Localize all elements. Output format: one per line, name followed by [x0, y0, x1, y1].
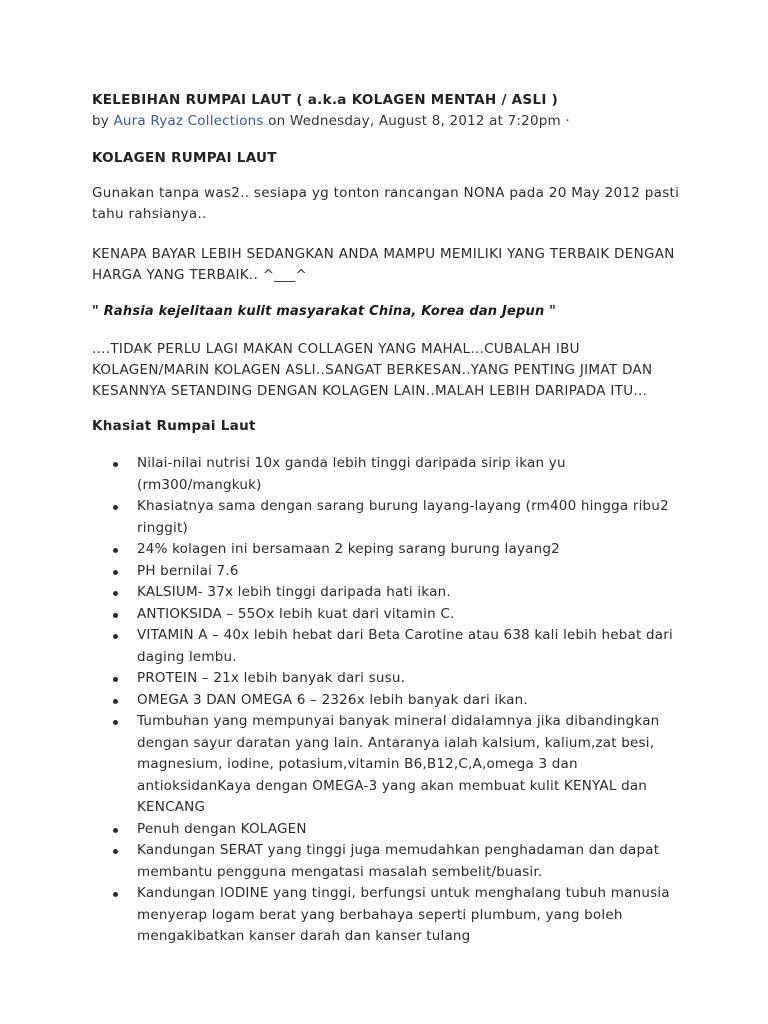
list-item	[92, 625, 692, 668]
byline-prefix: by	[92, 113, 109, 129]
list-item	[92, 561, 692, 583]
byline	[92, 113, 692, 129]
list-item	[92, 604, 692, 626]
section-heading: Khasiat Rumpai Laut	[92, 418, 256, 434]
byline-date: on Wednesday, August 8, 2012 at 7:20pm ·	[268, 113, 570, 129]
bullet-icon	[113, 699, 118, 704]
list-item-text: Tumbuhan yang mempunyai banyak mineral didalamnya jika dibandingkan dengan sayur daratan yang lain. Antaranya ialah kalsium, kalium,zat besi, magnesium, iodine, potasium,vitamin B6,B12,C,A,omega 3 dan antioksidanKaya dengan OMEGA-3 yang akan membuat kulit KENYAL dan KENCANG	[137, 713, 660, 815]
quote: " Rahsia kejelitaan kulit masyarakat China, Korea dan Jepun "	[92, 304, 557, 319]
list-item	[92, 496, 692, 539]
bullet-icon	[113, 634, 118, 639]
list-item-text: Nilai-nilai nutrisi 10x ganda lebih tinggi daripada sirip ikan yu (rm300/mangkuk)	[137, 455, 566, 493]
bullet-icon	[113, 849, 118, 854]
paragraph-tagline: KENAPA BAYAR LEBIH SEDANGKAN ANDA MAMPU MEMILIKI YANG TERBAIK DENGAN HARGA YANG TERBAIK.. ^___^	[92, 246, 675, 283]
bullet-icon	[113, 720, 118, 725]
list-item-text: Kandungan IODINE yang tinggi, berfungsi untuk menghalang tubuh manusia menyerap logam berat yang berbahaya seperti plumbum, yang boleh mengakibatkan kanser darah dan kanser tulang	[137, 885, 670, 944]
bullet-icon	[113, 677, 118, 682]
list-item	[92, 819, 692, 841]
list-item-text: VITAMIN A – 40x lebih hebat dari Beta Carotine atau 638 kali lebih hebat dari daging lembu.	[137, 627, 673, 665]
list-item-text: Kandungan SERAT yang tinggi juga memudahkan penghadaman dan dapat membantu pengguna mengatasi masalah sembelit/buasir.	[137, 842, 660, 880]
list-item	[92, 840, 692, 883]
bullet-icon	[113, 613, 118, 618]
bullet-icon	[113, 591, 118, 596]
list-item-text: Penuh dengan KOLAGEN	[137, 820, 307, 837]
paragraph-intro: Gunakan tanpa was2.. sesiapa yg tonton rancangan NONA pada 20 May 2012 pasti tahu rahsianya..	[92, 185, 680, 222]
list-item-text: OMEGA 3 DAN OMEGA 6 – 2326x lebih banyak dari ikan.	[137, 691, 528, 708]
list-item	[92, 711, 692, 819]
list-item-text: Khasiatnya sama dengan sarang burung layang-layang (rm400 hingga ribu2 ringgit)	[137, 498, 669, 536]
list-item	[92, 690, 692, 712]
list-item-text: 24% kolagen ini bersamaan 2 keping sarang burung layang2	[137, 541, 560, 557]
list-item-text: KALSIUM- 37x lebih tinggi daripada hati ikan.	[137, 584, 451, 600]
document-title: KELEBIHAN RUMPAI LAUT ( a.k.a KOLAGEN MENTAH / ASLI )	[92, 92, 559, 108]
list-item	[92, 453, 692, 496]
list-item	[92, 539, 692, 561]
bullet-icon	[113, 570, 118, 575]
bullet-icon	[113, 505, 118, 510]
list-item	[92, 883, 692, 948]
list-item-text: PH bernilai 7.6	[137, 562, 239, 579]
paragraph-pitch: ....TIDAK PERLU LAGI MAKAN COLLAGEN YANG MAHAL...CUBALAH IBU KOLAGEN/MARIN KOLAGEN ASLI..SANGAT BERKESAN..YANG PENTING JIMAT DAN KESANNYA SETANDING DENGAN KOLAGEN LAIN..MALAH LEBIH DARIPADA ITU...	[92, 341, 653, 399]
bullet-icon	[113, 548, 118, 553]
document-page	[92, 92, 692, 948]
list-item	[92, 582, 692, 604]
list-item-text: ANTIOKSIDA – 55Ox lebih kuat dari vitamin C.	[137, 605, 455, 622]
benefits-list	[92, 453, 692, 948]
bullet-icon	[113, 892, 118, 897]
author-link[interactable]: Aura Ryaz Collections	[113, 113, 264, 129]
bullet-icon	[113, 462, 118, 467]
subtitle: KOLAGEN RUMPAI LAUT	[92, 150, 277, 166]
list-item	[92, 668, 692, 690]
list-item-text: PROTEIN – 21x lebih banyak dari susu.	[137, 670, 406, 686]
bullet-icon	[113, 828, 118, 833]
